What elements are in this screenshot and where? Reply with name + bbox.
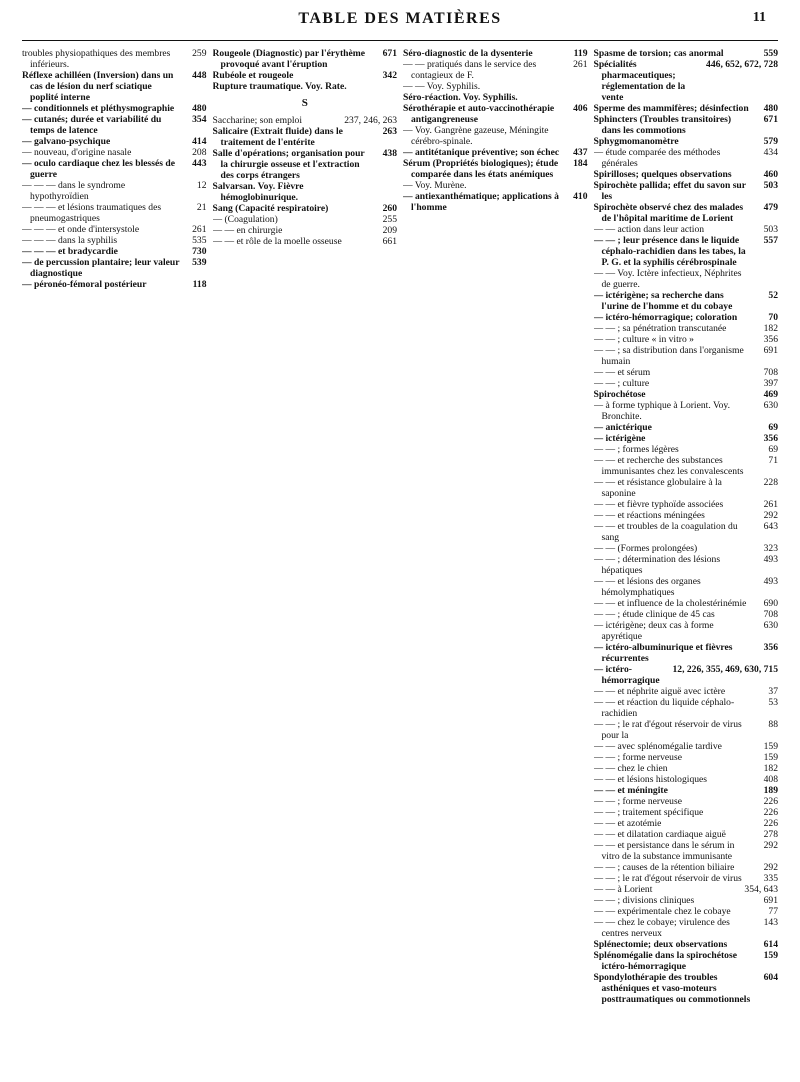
index-entry <box>213 181 398 203</box>
index-entry <box>594 697 779 719</box>
index-entry-page: 708 <box>763 609 778 620</box>
section-letter-heading: S <box>301 97 308 109</box>
index-entry-text: — — ; culture « in vitro » <box>593 334 694 345</box>
index-entry-text: — — — dans le syndrome hypothyroïdien <box>22 180 126 202</box>
index-entry-page: 480 <box>192 103 207 114</box>
index-entry <box>594 510 779 521</box>
index-entry-page: 226 <box>763 807 778 818</box>
index-entry-text: — — ; forme nerveuse <box>593 752 682 763</box>
index-entry-page: 479 <box>763 202 778 213</box>
index-entry-text: Sang (Capacité respiratoire) <box>212 203 329 214</box>
index-entry-text: Splénomégalie dans la spirochétose ictéro-hémorragique <box>593 950 737 972</box>
index-entry-page: 182 <box>763 323 778 334</box>
index-entry-page: 159 <box>763 950 778 961</box>
index-entry-text: — — ; causes de la rétention biliaire <box>593 862 735 873</box>
index-entry <box>594 312 779 323</box>
index-entry-text: — — ; formes légères <box>593 444 679 455</box>
index-entry-page: 189 <box>763 785 778 796</box>
index-column-2 <box>213 48 398 1074</box>
index-entry-text: — — et résistance globulaire à la saponine <box>593 477 722 499</box>
index-entry-text: Sérum (Propriétés biologiques); étude comparée dans les états anémiques <box>403 158 559 180</box>
index-entry-text: Rubéole et rougeole <box>212 70 294 81</box>
index-entry <box>213 203 398 214</box>
index-entry <box>22 158 207 180</box>
index-entry-text: Salvarsan. Voy. Fièvre hémoglobinurique. <box>212 181 304 203</box>
index-entry-page: 414 <box>192 136 207 147</box>
index-entry <box>594 499 779 510</box>
index-entry-page: 255 <box>382 214 397 225</box>
index-entry <box>594 290 779 312</box>
index-entry <box>594 763 779 774</box>
index-entry-text: — — avec splénomégalie tardive <box>593 741 722 752</box>
index-entry <box>594 400 779 422</box>
index-entry <box>594 620 779 642</box>
index-entry-text: Rupture traumatique. Voy. Rate. <box>212 81 347 92</box>
index-entry-page: 354, 643 <box>744 884 778 895</box>
index-entry-page: 630 <box>763 400 778 411</box>
index-entry-page: 671 <box>382 48 397 59</box>
index-entry <box>213 48 398 70</box>
index-entry-page: 52 <box>768 290 778 301</box>
index-entry <box>594 521 779 543</box>
index-entry <box>594 906 779 917</box>
index-entry-text: — — et lésions histologiques <box>593 774 708 785</box>
index-entry-page: 263 <box>382 126 397 137</box>
index-entry-page: 159 <box>763 752 778 763</box>
index-entry-text: — antiexanthématique; applications à l'homme <box>403 191 559 213</box>
index-entry <box>594 147 779 169</box>
index-entry-page: 184 <box>573 158 588 169</box>
index-entry <box>594 752 779 763</box>
index-entry-text: — antitétanique préventive; son échec <box>403 147 560 158</box>
index-entry-page: 323 <box>763 543 778 554</box>
index-entry <box>594 433 779 444</box>
index-entry <box>594 235 779 268</box>
index-entry <box>594 840 779 862</box>
index-entry <box>22 147 207 158</box>
index-entry-page: 208 <box>192 147 207 158</box>
index-entry-page: 237, 246, 263 <box>344 115 397 126</box>
index-entry <box>594 829 779 840</box>
index-entry-page: 88 <box>768 719 778 730</box>
index-entry-text: — — — et onde d'intersystole <box>22 224 140 235</box>
index-entry-text: — — et fièvre typhoïde associées <box>593 499 724 510</box>
index-entry-page: 261 <box>573 59 588 70</box>
index-entry-page: 691 <box>763 895 778 906</box>
index-entry-page: 292 <box>763 862 778 873</box>
index-entry-text: — Voy. Murène. <box>403 180 467 191</box>
index-entry-text: — — ; culture <box>593 378 650 389</box>
index-entry-text: — — et dilatation cardiaque aiguë <box>593 829 726 840</box>
index-entry-page: 604 <box>763 972 778 983</box>
index-entry-page: 730 <box>192 246 207 257</box>
index-entry-text: — — ; le rat d'égout réservoir de virus <box>593 873 742 884</box>
index-entry <box>594 323 779 334</box>
index-entry-page: 539 <box>192 257 207 268</box>
index-entry-page: 69 <box>768 444 778 455</box>
index-entry <box>594 180 779 202</box>
index-entry-text: — — ; le rat d'égout réservoir de virus pour la <box>593 719 742 741</box>
index-entry-text: — — et influence de la cholestérinémie <box>593 598 747 609</box>
index-entry-text: Salle d'opérations; organisation pour la chirurgie osseuse et l'extraction des corps étrangers <box>212 148 365 181</box>
index-entry-page: 12, 226, 355, 469, 630, 715 <box>672 664 778 675</box>
index-entry <box>594 796 779 807</box>
index-entry-text: — — — et lésions traumatiques des pneumogastriques <box>22 202 162 224</box>
index-entry-page: 70 <box>768 312 778 323</box>
index-entry <box>594 774 779 785</box>
index-entry-page: 397 <box>763 378 778 389</box>
index-entry-page: 460 <box>763 169 778 180</box>
index-entry-page: 493 <box>763 554 778 565</box>
index-entry-text: Saccharine; son emploi <box>212 115 303 126</box>
index-entry-text: — ictéro-albuminurique et fièvres récurrentes <box>593 642 733 664</box>
index-entry <box>594 719 779 741</box>
index-entry <box>594 884 779 895</box>
index-entry-page: 630 <box>763 620 778 631</box>
index-entry <box>594 345 779 367</box>
index-entry <box>594 950 779 972</box>
index-entry-text: — oculo cardiaque chez les blessés de guerre <box>22 158 175 180</box>
index-entry-text: — Voy. Gangrène gazeuse, Méningite cérébro-spinale. <box>403 125 549 147</box>
index-entry-page: 342 <box>382 70 397 81</box>
index-entry-text: — ictérigène; sa recherche dans l'urine de l'homme et du cobaye <box>593 290 733 312</box>
index-entry <box>403 81 588 92</box>
index-entry-text: — — ; étude clinique de 45 cas <box>593 609 715 620</box>
index-entry <box>594 972 779 1005</box>
index-entry-page: 408 <box>763 774 778 785</box>
index-entry-text: — — et néphrite aiguë avec ictère <box>593 686 726 697</box>
index-entry <box>594 785 779 796</box>
index-entry <box>594 939 779 950</box>
index-entry <box>594 686 779 697</box>
index-entry <box>594 422 779 433</box>
index-entry-text: — (Coagulation) <box>212 214 278 225</box>
index-entry <box>594 917 779 939</box>
index-entry-text: — conditionnels et pléthysmographie <box>22 103 175 114</box>
index-entry <box>594 268 779 290</box>
index-entry <box>594 554 779 576</box>
index-entry <box>213 70 398 81</box>
index-entry-text: — — et azotémie <box>593 818 662 829</box>
index-entry-text: Séro-diagnostic de la dysenterie <box>403 48 533 59</box>
index-entry-page: 12 <box>196 180 207 191</box>
index-entry-text: Splénectomie; deux observations <box>593 939 728 950</box>
index-entry-text: — — — dans la syphilis <box>22 235 118 246</box>
index-entry-page: 493 <box>763 576 778 587</box>
index-entry <box>594 862 779 873</box>
index-entry <box>213 115 398 126</box>
index-entry-page: 71 <box>768 455 778 466</box>
index-entry-text: — — ; sa distribution dans l'organisme humain <box>593 345 744 367</box>
index-entry-page: 159 <box>763 741 778 752</box>
index-entry-text: — — ; divisions cliniques <box>593 895 695 906</box>
index-entry-text: — — et lésions des organes hémolymphatiques <box>593 576 701 598</box>
index-entry <box>213 148 398 181</box>
index-entry-text: — à forme typhique à Lorient. Voy. Bronchite. <box>593 400 731 422</box>
index-entry-page: 226 <box>763 796 778 807</box>
index-entry <box>403 125 588 147</box>
index-entry-page: 209 <box>382 225 397 236</box>
index-entry-page: 226 <box>763 818 778 829</box>
index-entry-text: Spasme de torsion; cas anormal <box>593 48 724 59</box>
index-entry-page: 438 <box>382 148 397 159</box>
index-entry <box>594 48 779 59</box>
index-entry <box>594 807 779 818</box>
index-entry <box>594 873 779 884</box>
index-entry-page: 643 <box>763 521 778 532</box>
index-entry <box>594 114 779 136</box>
index-entry-text: Sphincters (Troubles transitoires) dans les commotions <box>593 114 732 136</box>
index-entry-text: — ictérigène <box>593 433 646 444</box>
index-entry <box>594 895 779 906</box>
index-entry-text: — — et rôle de la moelle osseuse <box>212 236 342 247</box>
index-entry-text: — — et sérum <box>593 367 651 378</box>
index-entry-text: Salicaire (Extrait fluide) dans le traitement de l'entérite <box>212 126 343 148</box>
index-entry <box>403 191 588 213</box>
index-entry-page: 434 <box>763 147 778 158</box>
index-entry-text: — — Voy. Syphilis. <box>403 81 481 92</box>
index-entry <box>22 114 207 136</box>
index-entry-text: — — ; forme nerveuse <box>593 796 682 807</box>
index-entry-page: 480 <box>763 103 778 114</box>
index-entry <box>403 59 588 81</box>
index-entry-text: — — et recherche des substances immunisantes chez les convalescents <box>593 455 744 477</box>
index-entry-page: 260 <box>382 203 397 214</box>
index-entry-page: 53 <box>768 697 778 708</box>
index-entry-text: — — en chirurgie <box>212 225 283 236</box>
index-entry <box>22 224 207 235</box>
index-entry-text: troubles physiopathiques des membres inférieurs. <box>22 48 171 70</box>
index-entry-text: — — ; leur présence dans le liquide céphalo-rachidien dans les tabes, la P. G. et la syphilis cérébrospinale <box>593 235 746 268</box>
index-entry-page: 77 <box>768 906 778 917</box>
index-entry <box>594 598 779 609</box>
index-entry-page: 443 <box>192 158 207 169</box>
index-entry <box>594 455 779 477</box>
index-entry-text: — cutanés; durée et variabilité du temps de latence <box>22 114 162 136</box>
index-entry-text: Réflexe achilléen (Inversion) dans un cas de lésion du nerf sciatique poplité interne <box>22 70 174 103</box>
index-entry <box>594 169 779 180</box>
index-entry <box>22 136 207 147</box>
index-entry <box>22 103 207 114</box>
index-entry-text: — — ; détermination des lésions hépatiques <box>593 554 721 576</box>
index-entry-page: 448 <box>192 70 207 81</box>
index-entry <box>594 389 779 400</box>
page-header <box>0 10 800 34</box>
index-entry <box>594 477 779 499</box>
index-entry-page: 446, 652, 672, 728 <box>706 59 778 70</box>
index-entry-page: 579 <box>763 136 778 147</box>
header-rule <box>22 40 778 41</box>
index-entry-page: 356 <box>763 433 778 444</box>
index-entry <box>594 543 779 554</box>
index-entry-text: — — chez le cobaye; virulence des centres nerveux <box>593 917 730 939</box>
index-entry <box>594 444 779 455</box>
index-entry <box>594 741 779 752</box>
page-title: TABLE DES MATIÈRES <box>298 10 502 27</box>
index-entry-text: — — ; sa pénétration transcutanée <box>593 323 727 334</box>
index-entry-text: Séro-réaction. Voy. Syphilis. <box>403 92 518 103</box>
index-entry-text: — — et méningite <box>593 785 668 796</box>
index-entry <box>213 225 398 236</box>
index-entry-text: Spondylothérapie des troubles asthéniques et vaso-moteurs posttraumatiques ou commotionnels <box>593 972 751 1005</box>
index-entry-page: 228 <box>763 477 778 488</box>
index-entry-text: — — et persistance dans le sérum in vitro de la substance immunisante <box>593 840 735 862</box>
index-entry-text: — — et troubles de la coagulation du sang <box>593 521 738 543</box>
index-entry-text: Sphygmomanomètre <box>593 136 679 147</box>
index-entry <box>594 202 779 224</box>
index-entry-text: Spirochétose <box>593 389 646 400</box>
index-entry <box>594 378 779 389</box>
index-entry-text: — anictérique <box>593 422 652 433</box>
index-entry <box>403 103 588 125</box>
page-number: 11 <box>752 10 766 25</box>
index-entry-page: 690 <box>763 598 778 609</box>
index-entry-page: 37 <box>768 686 778 697</box>
index-entry-page: 559 <box>763 48 778 59</box>
index-entry-page: 469 <box>763 389 778 400</box>
index-entry <box>594 367 779 378</box>
index-entry <box>594 609 779 620</box>
index-columns <box>22 48 778 1074</box>
index-entry-page: 119 <box>573 48 588 59</box>
index-entry-text: — — action dans leur action <box>593 224 705 235</box>
index-entry <box>403 92 588 103</box>
index-entry-text: — de percussion plantaire; leur valeur diagnostique <box>22 257 180 279</box>
index-entry-text: — — (Formes prolongées) <box>593 543 698 554</box>
index-entry-page: 261 <box>192 224 207 235</box>
index-entry <box>594 103 779 114</box>
index-entry-text: — ictérigène; deux cas à forme apyrétique <box>593 620 714 642</box>
index-entry-text: — — expérimentale chez le cobaye <box>593 906 731 917</box>
index-entry-text: — — et réactions méningées <box>593 510 705 521</box>
index-entry <box>213 236 398 247</box>
index-entry <box>22 246 207 257</box>
index-entry <box>22 279 207 290</box>
index-entry-text: Sperme des mammifères; désinfection <box>593 103 749 114</box>
index-entry <box>403 158 588 180</box>
index-entry <box>594 664 779 686</box>
index-entry <box>213 81 398 92</box>
index-entry-text: — — — et bradycardie <box>22 246 118 257</box>
index-entry-page: 535 <box>192 235 207 246</box>
index-entry-page: 118 <box>192 279 207 290</box>
index-entry-text: — nouveau, d'origine nasale <box>22 147 132 158</box>
index-entry-text: Sérothérapie et auto-vaccinothérapie antigangreneuse <box>403 103 555 125</box>
index-entry <box>594 576 779 598</box>
index-entry-text: — — et réaction du liquide céphalo-rachidien <box>593 697 735 719</box>
index-entry-text: — — Voy. Ictère infectieux, Néphrites de guerre. <box>593 268 742 290</box>
index-entry-page: 661 <box>382 236 397 247</box>
index-entry-page: 356 <box>763 334 778 345</box>
index-entry-text: — galvano-psychique <box>22 136 111 147</box>
index-entry <box>213 214 398 225</box>
index-entry-page: 69 <box>768 422 778 433</box>
index-entry-text: Spirochète observé chez des malades de l'hôpital maritime de Lorient <box>593 202 744 224</box>
index-entry-text: Spécialités pharmaceutiques; réglementation de la vente <box>593 59 686 103</box>
index-entry-page: 708 <box>763 367 778 378</box>
index-entry-text: — — chez le chien <box>593 763 668 774</box>
index-entry-page: 259 <box>192 48 207 59</box>
index-entry-text: — ictéro-hémorragique; coloration <box>593 312 738 323</box>
index-entry <box>594 59 779 103</box>
index-entry-text: — péronéo-fémoral postérieur <box>22 279 147 290</box>
index-entry-page: 410 <box>573 191 588 202</box>
index-entry-page: 182 <box>763 763 778 774</box>
index-entry-page: 557 <box>763 235 778 246</box>
index-entry-page: 261 <box>763 499 778 510</box>
index-entry-text: Spirilloses; quelques observations <box>593 169 732 180</box>
index-entry <box>213 126 398 148</box>
index-entry-page: 143 <box>763 917 778 928</box>
index-entry <box>22 48 207 70</box>
index-entry-text: — — pratiqués dans le service des contagieux de F. <box>403 59 537 81</box>
index-entry-text: — — à Lorient <box>593 884 653 895</box>
index-entry-page: 406 <box>573 103 588 114</box>
index-entry-page: 292 <box>763 510 778 521</box>
index-entry-page: 691 <box>763 345 778 356</box>
index-entry-page: 614 <box>763 939 778 950</box>
index-entry <box>594 642 779 664</box>
index-entry-page: 437 <box>573 147 588 158</box>
index-column-4 <box>594 48 779 1074</box>
index-entry <box>22 202 207 224</box>
index-entry <box>403 48 588 59</box>
index-entry <box>403 147 588 158</box>
index-entry <box>403 180 588 191</box>
index-entry <box>22 70 207 103</box>
index-entry-page: 356 <box>763 642 778 653</box>
index-entry-text: — étude comparée des méthodes générales <box>593 147 721 169</box>
index-entry-page: 503 <box>763 180 778 191</box>
index-entry <box>594 224 779 235</box>
index-entry-text: — ictéro-hémorragique <box>593 664 660 686</box>
index-entry-page: 335 <box>763 873 778 884</box>
index-entry <box>22 235 207 246</box>
index-column-1 <box>22 48 207 1074</box>
index-entry-page: 671 <box>763 114 778 125</box>
index-column-3 <box>403 48 588 1074</box>
index-entry-text: Rougeole (Diagnostic) par l'érythème provoqué avant l'éruption <box>212 48 365 70</box>
index-entry-page: 292 <box>763 840 778 851</box>
index-entry-page: 354 <box>192 114 207 125</box>
index-entry <box>22 257 207 279</box>
index-entry-page: 21 <box>196 202 207 213</box>
index-entry <box>594 136 779 147</box>
index-entry-page: 278 <box>763 829 778 840</box>
index-entry <box>594 334 779 345</box>
index-entry-page: 503 <box>763 224 778 235</box>
index-entry-text: Spirochète pallida; effet du savon sur les <box>593 180 746 202</box>
index-entry-text: — — ; traitement spécifique <box>593 807 704 818</box>
index-entry <box>22 180 207 202</box>
index-entry <box>594 818 779 829</box>
